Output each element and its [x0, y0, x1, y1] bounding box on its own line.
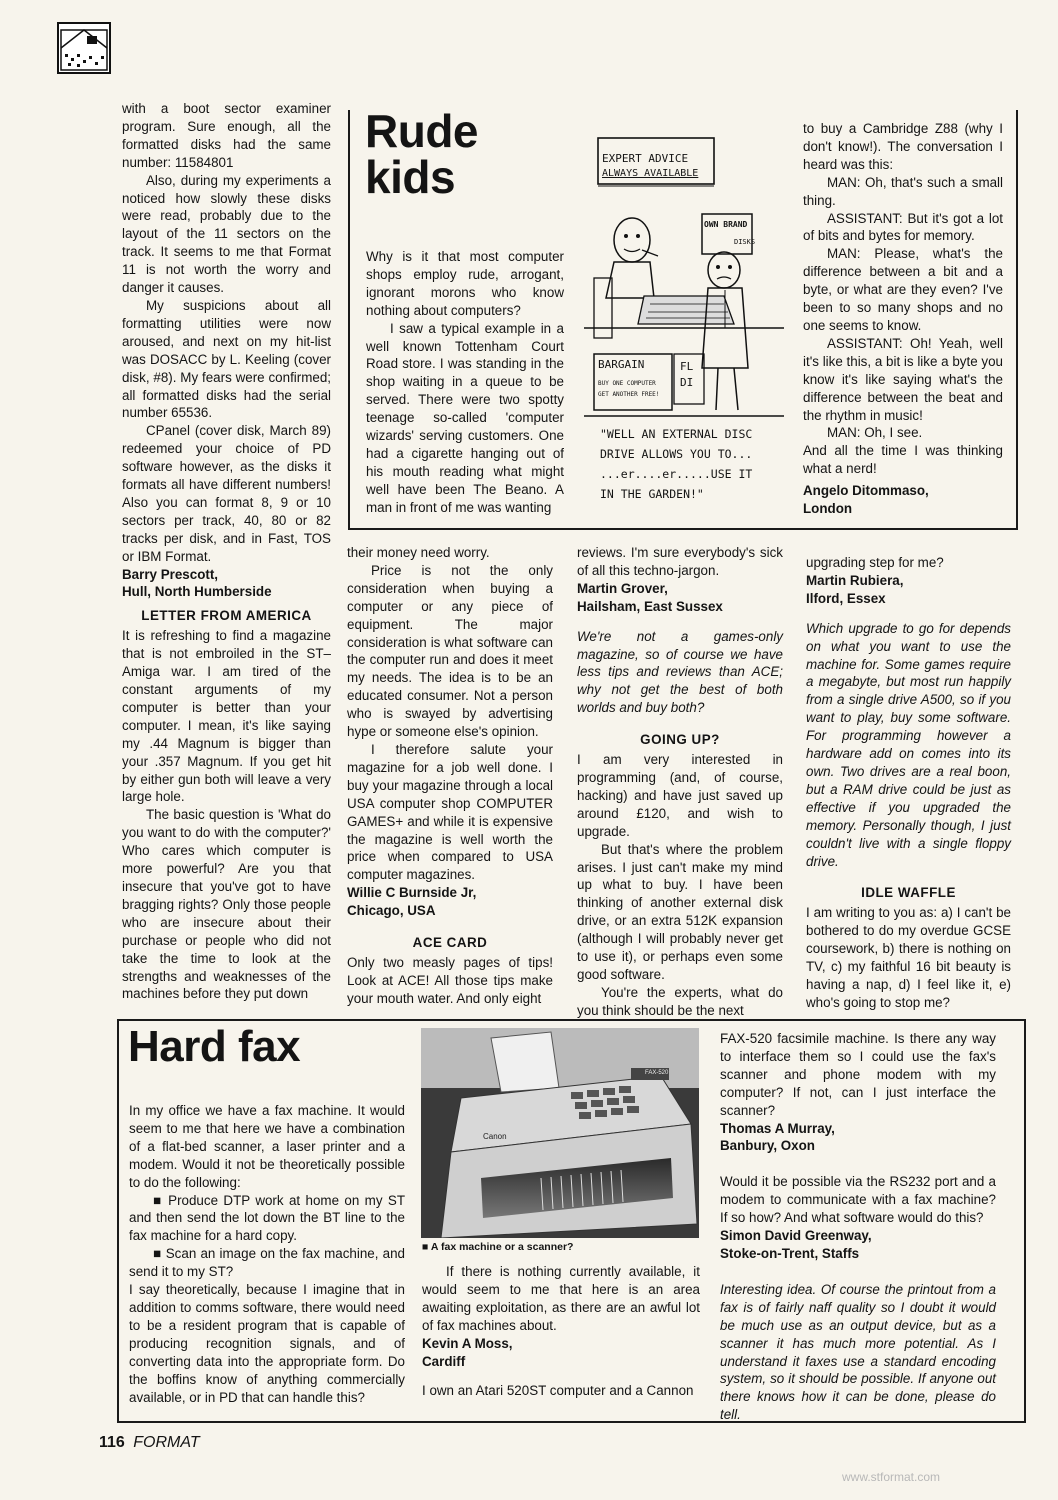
- fax-bullet: ■ Scan an image on the fax machine, and send it to my ST?: [129, 1246, 405, 1280]
- col3-paragraph: I am very interested in programming (and, of course, hacking) and have just saved up around £120, and wish to upgrade.: [577, 752, 783, 839]
- page-footer: [99, 1434, 200, 1452]
- rude-paragraph: MAN: Oh, I see.: [827, 425, 923, 441]
- column-4: [806, 554, 1011, 1012]
- col2-paragraph: Price is not the only consideration when buying a computer or any piece of equipment. The major consideration is what software can the computer run and does it meet my needs. The idea is to be an educated consumer. Not a person who is swayed by advertising hype or someone else's opinion.: [347, 562, 553, 740]
- col1-paragraph: The basic question is 'What do you want to do with the computer?' Who cares which computer is more powerful? Are you that insecure that you've got to have bragging rights? Only those people who are insecure about their purchase or people who did not take the time to look at the strengths and weaknesses of the machines before they put down: [122, 807, 331, 1002]
- col2-paragraph: their money need worry.: [347, 545, 490, 560]
- going-up-heading: GOING UP?: [640, 732, 720, 748]
- fax-machine-photo: [421, 1028, 699, 1238]
- col3-paragraph: But that's where the problem arises. I just can't make my mind up what to buy. I have been thinking of another external disk drive, or an extra 512K expansion (although I will probably never get to use it), or perhaps even some good software.: [577, 841, 783, 982]
- cartoon-box-sub: DISKS: [734, 238, 756, 246]
- signature-place: London: [803, 501, 853, 517]
- bullet-icon: ■: [153, 1246, 166, 1262]
- fax-model-label: FAX-520: [645, 1070, 669, 1076]
- letter-from-america-heading: LETTER FROM AMERICA: [141, 608, 312, 624]
- rude-paragraph: MAN: Oh, that's such a small thing.: [803, 174, 1003, 208]
- page-number: 116: [99, 1434, 125, 1451]
- fax-paragraph: Would it be possible via the RS232 port and a modem to communicate with a fax machine? If so how? And what software would do this?: [720, 1174, 996, 1226]
- col1-paragraph: My suspicions about all formatting utilities were now aroused, and next on my hit-list was DOSACC by L. Keeling (cover disk, #8). My fears were confirmed; all formatted disks had the serial number 65536.: [122, 297, 331, 421]
- idle-waffle-heading: IDLE WAFFLE: [861, 885, 956, 901]
- hard-fax-middle: [422, 1263, 700, 1400]
- col2-paragraph: I therefore salute your magazine for a job well done. I buy your magazine through a local USA computer shop COMPUTER GAMES+ and while it is expensive the magazine is well worth the price when compared to USA computer magazines.: [347, 741, 553, 883]
- envelope-logo-icon: [57, 22, 111, 74]
- fax-bullet: ■ Produce DTP work at home on my ST and then send the lot down the BT line to the fax machine for a hard copy.: [129, 1192, 406, 1244]
- cartoon-box-label: OWN BRAND: [704, 220, 748, 229]
- fax-paragraph: I own an Atari 520ST computer and a Cannon: [422, 1383, 694, 1399]
- column-1: [122, 100, 331, 1003]
- col3-paragraph: You're the experts, what do you think should be the next: [577, 984, 783, 1018]
- signature-name: Angelo Ditommaso,: [803, 483, 929, 499]
- ace-card-heading: ACE CARD: [412, 935, 488, 951]
- signature-place: Cardiff: [422, 1353, 466, 1369]
- signature-place: Hailsham, East Sussex: [577, 598, 723, 614]
- fax-paragraph: I say theoretically, because I imagine that in addition to comms software, there would need to be a resident program that is capable of producing recognition signals, and of converting data into the appropriate form. Do the boffins know of anything commercially available, or in PD that can handle this?: [129, 1282, 405, 1405]
- col1-paragraph: Also, during my experiments a noticed how slowly these disks were read, probably due to the layout of the 11 sectors on the track. It seems to me that Format 11 is not worth the worry and danger it causes.: [122, 172, 331, 296]
- cartoon-bargain-sub2: GET ANOTHER FREE!: [598, 391, 660, 398]
- col3-paragraph: reviews. I'm sure everybody's sick of all this techno-jargon.: [577, 545, 783, 578]
- col1-paragraph: CPanel (cover disk, March 89) redeemed your choice of PD software however, as the disks it formats all have different numbers! Also you can format 8, 9 or 10 sectors per track, 40, 80 or 82 tracks per disk, and in Fast, TOS or IBM Format.: [122, 423, 331, 564]
- hard-fax-title: Hard fax: [128, 1022, 301, 1071]
- rude-paragraph: Why is it that most computer shops employ rude, arrogant, ignorant morons who know nothing about computers?: [366, 249, 564, 318]
- hard-fax-left: [129, 1102, 405, 1406]
- cartoon-bargain: BARGAIN: [598, 358, 645, 371]
- hard-fax-right: [720, 1030, 996, 1424]
- signature-name: Thomas A Murray,: [720, 1120, 835, 1136]
- editor-reply: Which upgrade to go for depends on what you want to use the machine for. Some games require a megabyte, but most run happily from a single drive A500, so if you want to play, buy some software. For programming however a hardware add on comes into its own. Two drives are a real boon, but a RAM drive could be just as effective if you upgraded the memory. Personally though, I just couldn't live with a single floppy drive.: [806, 620, 1011, 869]
- col1-paragraph: It is refreshing to find a magazine that is not embroiled in the ST–Amiga war. I am tired of the constant arguments of my computer is better than your computer. I mean, it's like saying my .44 Magnum is bigger than your .357 Magnum. If you get hit by either gun both will leave a very large hole.: [122, 628, 331, 805]
- rude-paragraph: I saw a typical example in a well known Tottenham Court Road store. I was standing in the shop waiting in a queue to be served. There were two spotty teenage so-called 'computer wizards' serving customers. One had a cigarette hanging out of his mouth reading what might well have been The Beano. A man in front of me was wanting: [366, 320, 564, 515]
- cartoon-caption: "WELL AN EXTERNAL DISC DRIVE ALLOWS YOU TO... ...er....er.....USE IT IN THE GARDEN!": [600, 427, 753, 501]
- col1-paragraph: with a boot sector examiner program. Sure enough, all the formatted disks had the same number: 11584801: [122, 101, 331, 170]
- signature-place: Banbury, Oxon: [720, 1138, 815, 1154]
- bullet-icon: ■: [153, 1192, 169, 1208]
- rude-kids-body: [366, 248, 564, 517]
- signature-name: Willie C Burnside Jr,: [347, 885, 477, 901]
- column-2: [347, 544, 553, 1008]
- col4-paragraph: upgrading step for me?: [806, 555, 944, 570]
- signature-place: Ilford, Essex: [806, 590, 886, 606]
- photo-caption: ■ A fax machine or a scanner?: [422, 1241, 574, 1253]
- cartoon-bargain-sub1: BUY ONE COMPUTER: [598, 380, 656, 387]
- col2-paragraph: Only two measly pages of tips! Look at ACE! All those tips make your mouth water. And only eight: [347, 954, 553, 1006]
- shop-cartoon: [584, 128, 784, 508]
- signature-name: Martin Grover,: [577, 580, 668, 596]
- fax-paragraph: FAX-520 facsimile machine. Is there any way to interface them so I could use the fax's scanner and phone modem with my computer? If not, can I just interface the scanner?: [720, 1031, 996, 1118]
- rude-kids-right: [803, 120, 1003, 518]
- column-3: [577, 544, 783, 1020]
- fax-paragraph: If there is nothing currently available, it would seem to me that here is an area awaiting exploitation, as there are an awful lot of fax machines about.: [422, 1264, 700, 1333]
- fax-brand-label: Canon: [483, 1132, 507, 1141]
- signature-name: Martin Rubiera,: [806, 572, 904, 588]
- rude-paragraph: MAN: Please, what's the difference between a bit and a byte, or what are they even? I've been to so many shops and no one seems to know.: [803, 246, 1003, 333]
- watermark: www.stformat.com: [842, 1470, 941, 1484]
- signature-place: Chicago, USA: [347, 903, 436, 919]
- rude-paragraph: ASSISTANT: Oh! Yeah, well it's like this, a bit is like a byte you know it's like saying what's the difference between the beat and the rhythm in music!: [803, 335, 1003, 423]
- magazine-name: FORMAT: [133, 1434, 200, 1451]
- rude-kids-title: Rude kids: [365, 105, 478, 203]
- cartoon-sign-line1: EXPERT ADVICE: [602, 152, 689, 165]
- rude-paragraph: ASSISTANT: But it's got a lot of bits and bytes for memory.: [803, 210, 1003, 244]
- cartoon-di: DI: [680, 376, 694, 389]
- cartoon-fl: FL: [680, 360, 694, 373]
- editor-reply: We're not a games-only magazine, so of course we have less tips and reviews than ACE; why not get the best of both worlds and buy both?: [577, 628, 783, 716]
- bullet-icon: ■: [422, 1241, 431, 1253]
- signature-place: Stoke-on-Trent, Staffs: [720, 1245, 860, 1261]
- signature-name: Simon David Greenway,: [720, 1228, 872, 1244]
- signature-place: Hull, North Humberside: [122, 584, 272, 600]
- col4-paragraph: I am writing to you as: a) I can't be bothered to do my overdue GCSE coursework, b) there is nothing on TV, c) my faithful 16 bit beauty is having a nap, d) I feel like it, e) who's going to stop me?: [806, 905, 1011, 1010]
- rude-paragraph: And all the time I was thinking what a nerd!: [803, 443, 1003, 477]
- signature-name: Barry Prescott,: [122, 566, 219, 582]
- fax-paragraph: In my office we have a fax machine. It would seem to me that here we have a combination of a flat-bed scanner, a laser printer and a modem. Would it not be theoretically possible to do the following:: [129, 1103, 405, 1190]
- rude-paragraph: to buy a Cambridge Z88 (why I don't know!). The conversation I heard was this:: [803, 121, 1003, 172]
- editor-reply: Interesting idea. Of course the printout from a fax is of fairly naff quality so I doubt it would be much use as an output device, but as a scanner it has much more potential. As I understand it faxes use a standard encoding system, so it should be possible. If anyone out there knows how it can be done, please do tell.: [720, 1281, 996, 1423]
- signature-name: Kevin A Moss,: [422, 1335, 513, 1351]
- cartoon-sign-line2: ALWAYS AVAILABLE: [602, 168, 699, 179]
